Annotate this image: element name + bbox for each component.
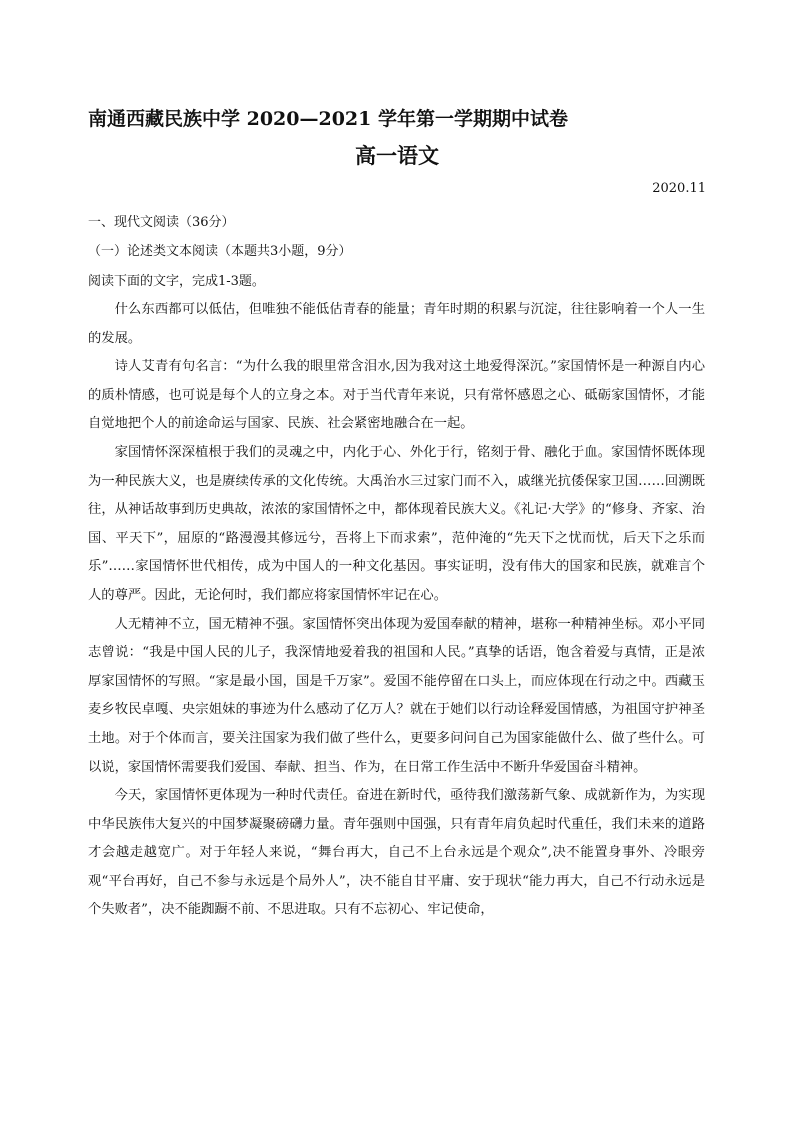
- reading-passage: [88, 296, 705, 925]
- paragraph: 今天，家国情怀更体现为一种时代责任。奋进在新时代，亟待我们激荡新气象、成就新作为，为实现中华民族伟大复兴的中国梦凝聚磅礴力量。青年强则中国强，只有青年肩负起时代重任，我们未来的道路才会越走越宽广。对于年轻人来说，“舞台再大，自己不上台永远是个观众”,决不能置身事外、冷眼旁观“平台再好，自己不参与永远是个局外人”，决不能自甘平庸、安于现状“能力再大，自己不行动永远是个失败者”，决不能踟蹰不前、不思进取。只有不忘初心、牢记使命，: [88, 788, 705, 918]
- exam-title: 南通西藏民族中学 2020—2021 学年第一学期期中试卷: [88, 108, 568, 130]
- paragraph: 什么东西都可以低估，但唯独不能低估青春的能量；青年时期的积累与沉淀，往往影响着一个人一生的发展。: [88, 302, 705, 346]
- section-heading-argumentative-text: （一）论述类文本阅读（本题共3小题，9分）: [88, 244, 352, 259]
- section-heading-modern-reading: 一、现代文阅读（36分）: [88, 215, 235, 230]
- paragraph: 诗人艾青有句名言：“为什么我的眼里常含泪水,因为我对这土地爱得深沉。”家国情怀是一种源自内心的质朴情感，也可说是每个人的立身之本。对于当代青年来说，只有常怀感恩之心、砥砺家国情怀，才能自觉地把个人的前途命运与国家、民族、社会紧密地融合在一起。: [88, 359, 705, 432]
- reading-instruction: 阅读下面的文字，完成1-3题。: [88, 274, 265, 289]
- paragraph: 人无精神不立，国无精神不强。家国情怀突出体现为爱国奉献的精神，堪称一种精神坐标。邓小平同志曾说：“我是中国人民的儿子，我深情地爱着我的祖国和人民。”真挚的话语，饱含着爱与真情，正是浓厚家国情怀的写照。“家是最小国，国是千万家”。爱国不能停留在口头上，而应体现在行动之中。西藏玉麦乡牧民卓嘎、央宗姐妹的事迹为什么感动了亿万人？就在于她们以行动诠释爱国情感，为祖国守护神圣土地。对于个体而言，要关注国家为我们做了些什么，更要多问问自己为国家能做什么、做了些什么。可以说，家国情怀需要我们爱国、奉献、担当、作为，在日常工作生活中不断升华爱国奋斗精神。: [88, 616, 705, 775]
- exam-date: 2020.11: [652, 181, 706, 196]
- subject-title: 高一语文: [355, 143, 439, 168]
- paragraph: 家国情怀深深植根于我们的灵魂之中，内化于心、外化于行，铭刻于骨、融化于血。家国情怀既体现为一种民族大义，也是赓续传承的文化传统。大禹治水三过家门而不入，戚继光抗倭保家卫国……回溯既往，从神话故事到历史典故，浓浓的家国情怀之中，都体现着民族大义。《礼记·大学》的“修身、齐家、治国、平天下”，屈原的“路漫漫其修远兮，吾将上下而求索”，范仲淹的“先天下之忧而忧，后天下之乐而乐”……家国情怀世代相传，成为中国人的一种文化基因。事实证明，没有伟大的国家和民族，就难言个人的尊严。因此，无论何时，我们都应将家国情怀牢记在心。: [88, 444, 705, 603]
